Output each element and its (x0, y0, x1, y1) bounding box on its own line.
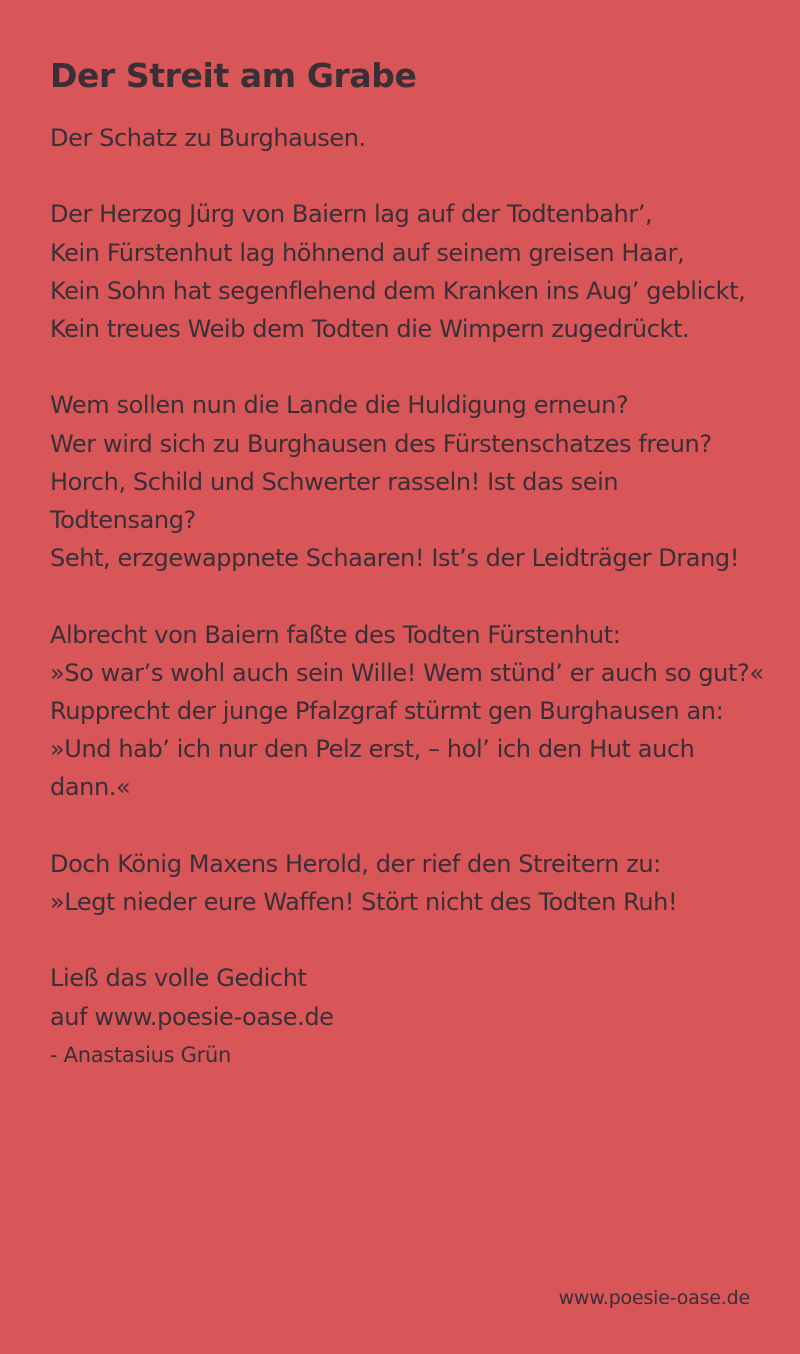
stanza (50, 386, 770, 577)
poem-line: Doch König Maxens Herold, der rief den Streitern zu: (50, 849, 661, 878)
stanza (50, 845, 770, 921)
poem-line: »So war’s wohl auch sein Wille! Wem stünd’ er auch so gut?« (50, 658, 764, 687)
stanza (50, 195, 770, 348)
poem-author: - Anastasius Grün (50, 1042, 231, 1067)
stanza-gap (50, 921, 770, 959)
poem-line: »Legt nieder eure Waffen! Stört nicht des Todten Ruh! (50, 888, 678, 916)
poem-line: Rupprecht der junge Pfalzgraf stürmt gen Burghausen an: (50, 697, 724, 725)
poem-line: Wem sollen nun die Lande die Huldigung erneun? (50, 391, 629, 420)
stanza-gap (50, 348, 770, 386)
poem-line: »Und hab’ ich nur den Pelz erst, – hol’ ich den Hut auch dann.« (50, 735, 695, 802)
stanza (50, 616, 770, 807)
poem-line: Kein Fürstenhut lag höhnend auf seinem greisen Haar, (50, 238, 685, 267)
poem-line: Seht, erzgewappnete Schaaren! Ist’s der Leidträger Drang! (50, 544, 739, 573)
poem-card (50, 54, 770, 1070)
callout-link-line[interactable]: auf www.poesie-oase.de (50, 1002, 334, 1031)
callout-line: Ließ das volle Gedicht (50, 964, 307, 993)
poem-line: Kein Sohn hat segenflehend dem Kranken ins Aug’ geblickt, (50, 276, 746, 305)
poem-title: Der Streit am Grabe (50, 56, 417, 95)
full-poem-callout (50, 959, 770, 1035)
poem-line: Horch, Schild und Schwerter rasseln! Ist das sein Todtensang? (50, 467, 619, 534)
stanza-gap (50, 157, 770, 195)
site-watermark: www.poesie-oase.de (558, 1287, 750, 1309)
stanza-gap (50, 577, 770, 615)
poem-line: Der Herzog Jürg von Baiern lag auf der Todtenbahr’, (50, 200, 653, 229)
poem-line: Wer wird sich zu Burghausen des Fürstenschatzes freun? (50, 429, 712, 458)
poem-line: Kein treues Weib dem Todten die Wimpern zugedrückt. (50, 315, 690, 343)
poem-subtitle: Der Schatz zu Burghausen. (50, 124, 366, 152)
stanza-gap (50, 807, 770, 845)
poem-line: Albrecht von Baiern faßte des Todten Fürstenhut: (50, 620, 621, 649)
